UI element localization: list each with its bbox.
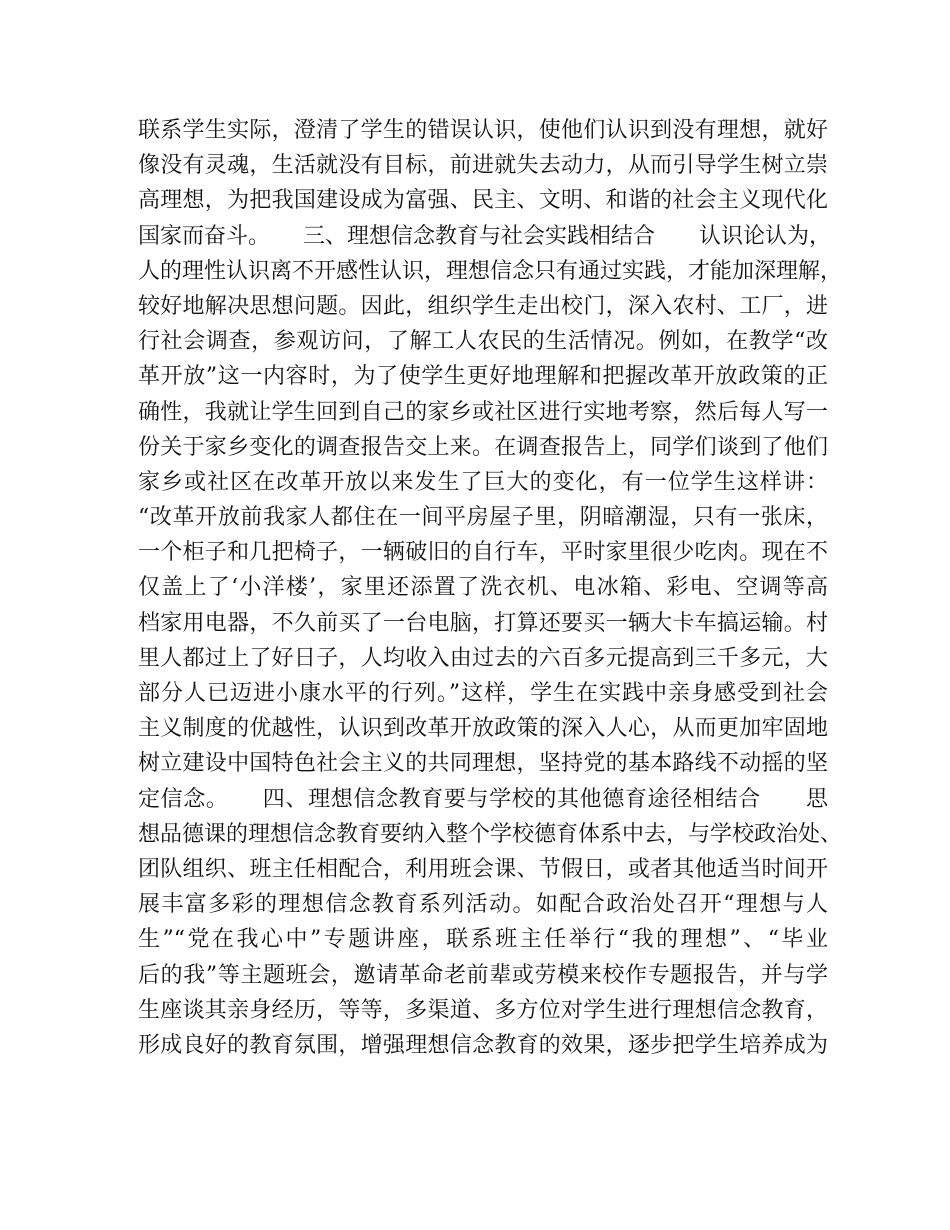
text-line: 较好地解决思想问题。因此，组织学生走出校门，深入农村、工厂，进	[138, 293, 828, 319]
text-line: 行社会调查，参观访问，了解工人农民的生活情况。例如，在教学“改	[138, 329, 828, 355]
text-line: 确性，我就让学生回到自己的家乡或社区进行实地考察，然后每人写一	[138, 399, 828, 425]
text-line: 后的我”等主题班会，邀请革命老前辈或劳模来校作专题报告，并与学	[138, 962, 828, 988]
text-line: 联系学生实际，澄清了学生的错误认识，使他们认识到没有理想，就好	[138, 118, 828, 143]
text-line: 国家而奋斗。 三、理想信念教育与社会实践相结合 认识论认为，	[138, 223, 832, 249]
text-line: 树立建设中国特色社会主义的共同理想，坚持党的基本路线不动摇的坚	[138, 751, 828, 777]
text-line: 份关于家乡变化的调查报告交上来。在调查报告上，同学们谈到了他们	[138, 434, 828, 460]
text-line: 家乡或社区在改革开放以来发生了巨大的变化，有一位学生这样讲：	[138, 469, 828, 495]
text-line: 生”“党在我心中”专题讲座，联系班主任举行“我的理想”、“毕业	[138, 927, 828, 953]
text-line: 革开放”这一内容时，为了使学生更好地理解和把握改革开放政策的正	[138, 364, 828, 390]
text-line: 人的理性认识离不开感性认识，理想信念只有通过实践，才能加深理解，	[138, 258, 843, 284]
text-line: 档家用电器，不久前买了一台电脑，打算还要买一辆大卡车搞运输。村	[138, 610, 828, 636]
text-line: 高理想，为把我国建设成为富强、民主、文明、和谐的社会主义现代化	[138, 188, 828, 214]
text-line: 想品德课的理想信念教育要纳入整个学校德育体系中去，与学校政治处、	[138, 821, 843, 847]
text-line: 一个柜子和几把椅子，一辆破旧的自行车，平时家里很少吃肉。现在不	[138, 540, 828, 566]
text-line: 形成良好的教育氛围，增强理想信念教育的效果，逐步把学生培养成为	[138, 1032, 828, 1058]
text-line: 主义制度的优越性，认识到改革开放政策的深入人心，从而更加牢固地	[138, 716, 828, 742]
text-line: 像没有灵魂，生活就没有目标，前进就失去动力，从而引导学生树立崇	[138, 153, 828, 179]
text-line: 定信念。 四、理想信念教育要与学校的其他德育途径相结合 思	[138, 786, 828, 812]
text-line: 仅盖上了‘小洋楼’，家里还添置了洗衣机、电冰箱、彩电、空调等高	[138, 575, 828, 601]
text-line: 展丰富多彩的理想信念教育系列活动。如配合政治处召开“理想与人	[138, 892, 828, 918]
text-line: 里人都过上了好日子，人均收入由过去的六百多元提高到三千多元，大	[138, 645, 828, 671]
body-text	[138, 113, 843, 1063]
text-line: 团队组织、班主任相配合，利用班会课、节假日，或者其他适当时间开	[138, 856, 828, 882]
text-line: 部分人已迈进小康水平的行列。”这样，学生在实践中亲身感受到社会	[138, 681, 828, 706]
text-line: 生座谈其亲身经历，等等，多渠道、多方位对学生进行理想信念教育，	[138, 997, 828, 1023]
text-line: “改革开放前我家人都住在一间平房屋子里，阴暗潮湿，只有一张床，	[138, 505, 828, 531]
